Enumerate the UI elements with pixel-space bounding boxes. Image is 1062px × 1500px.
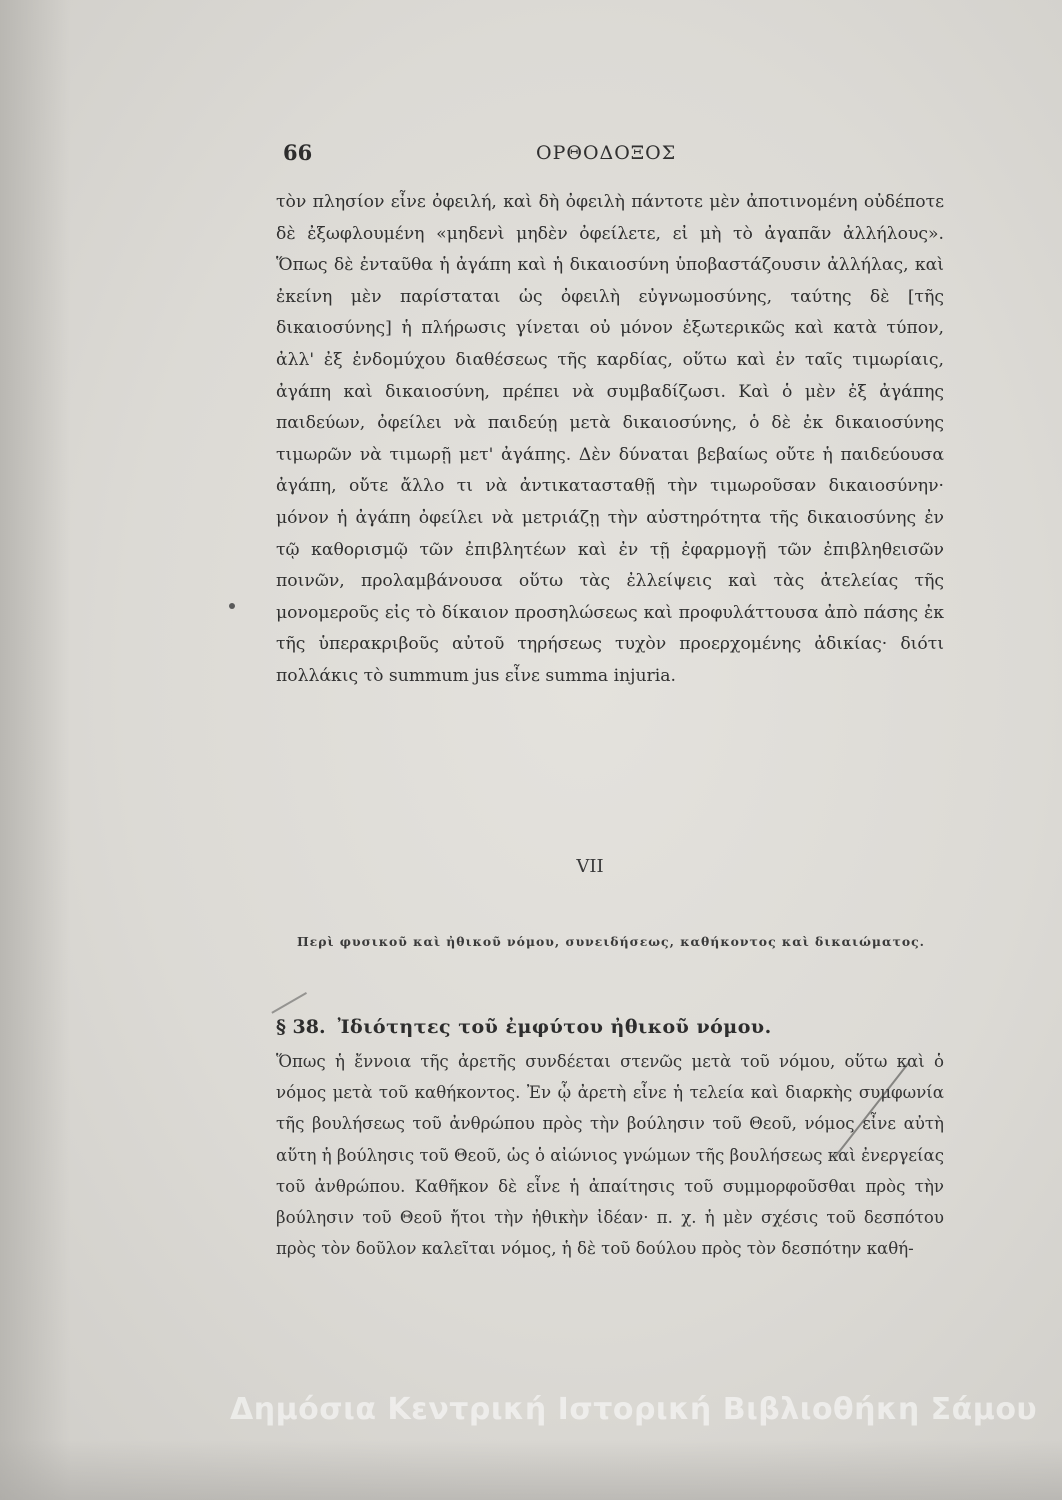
chapter-heading: Περὶ φυσικοῦ καὶ ἠθικοῦ νόμου, συνειδήσεως, καθήκοντος καὶ δικαιώματος. bbox=[296, 934, 925, 949]
page-number: 66 bbox=[283, 140, 313, 165]
section-number: VII bbox=[576, 856, 604, 877]
body-paragraph: τὸν πλησίον εἶνε ὀφειλή, καὶ δὴ ὀφειλὴ πάντοτε μὲν ἀποτινομένη οὐδέποτε δὲ ἐξωφλουμένη «μηδενὶ μηδὲν ὀφείλετε, εἰ μὴ τὸ ἀγαπᾶν ἀλλήλους». Ὅπως δὲ ἐνταῦθα ἡ ἀγάπη καὶ ἡ δικαιοσύνη ὑποβαστάζουσιν ἀλλήλας, καὶ ἐκείνη μὲν παρίσταται ὡς ὀφειλὴ εὐγνωμοσύνης, ταύτης δὲ [τῆς δικαιοσύνης] ἡ πλήρωσις γίνεται οὐ μόνον ἐξωτερικῶς καὶ κατὰ τύπον, ἀλλ' ἐξ ἐνδομύχου διαθέσεως τῆς καρδίας, οὕτω καὶ ἐν ταῖς τιμωρίαις, ἀγάπη καὶ δικαιοσύνη, πρέπει νὰ συμβαδίζωσι. Καὶ ὁ μὲν ἐξ ἀγάπης παιδεύων, ὀφείλει νὰ παιδεύῃ μετὰ δικαιοσύνης, ὁ δὲ ἐκ δικαιοσύνης τιμωρῶν νὰ τιμωρῇ μετ' ἀγάπης. Δὲν δύναται βεβαίως οὔτε ἡ παιδεύουσα ἀγάπη, οὔτε ἄλλο τι νὰ ἀντικατασταθῇ τὴν τιμωροῦσαν δικαιοσύνην· μόνον ἡ ἀγάπη ὀφείλει νὰ μετριάζῃ τὴν αὐστηρότητα τῆς δικαιοσύνης ἐν τῷ καθορισμῷ τῶν ἐπιβλητέων καὶ ἐν τῇ ἐφαρμογῇ τῶν ἐπιβληθεισῶν ποινῶν, προλαμβάνουσα οὕτω τὰς ἐλλείψεις καὶ τὰς ἀτελείας τῆς μονομεροῦς εἰς τὸ δίκαιον προσηλώσεως καὶ προφυλάττουσα ἀπὸ πάσης ἐκ τῆς ὑπερακριβοῦς αὐτοῦ τηρήσεως τυχὸν προερχομένης ἀδικίας· διότι πολλάκις τὸ summum jus εἶνε summa injuria. bbox=[276, 192, 944, 686]
paragraph-section-number: § 38. bbox=[276, 1016, 326, 1038]
margin-ink-dot bbox=[229, 603, 235, 609]
paragraph-heading bbox=[276, 1012, 946, 1042]
paragraph-title: Ἰδιότητες τοῦ ἐμφύτου ἠθικοῦ νόμου. bbox=[337, 1016, 772, 1038]
pencil-mark bbox=[271, 992, 307, 1014]
section-body-paragraph: Ὅπως ἡ ἔννοια τῆς ἀρετῆς συνδέεται στενῶς μετὰ τοῦ νόμου, οὕτω καὶ ὁ νόμος μετὰ τοῦ καθήκοντος. Ἐν ᾧ ἀρετὴ εἶνε ἡ τελεία καὶ διαρκὴς συμφωνία τῆς βουλήσεως τοῦ ἀνθρώπου πρὸς τὴν βούλησιν τοῦ Θεοῦ, νόμος εἶνε αὐτὴ αὕτη ἡ βούλησις τοῦ Θεοῦ, ὡς ὁ αἰώνιος γνώμων τῆς βουλήσεως καὶ ἐνεργείας τοῦ ἀνθρώπου. Καθῆκον δὲ εἶνε ἡ ἀπαίτησις τοῦ συμμορφοῦσθαι πρὸς τὴν βούλησιν τοῦ Θεοῦ ἤτοι τὴν ἠθικὴν ἰδέαν· π. χ. ἡ μὲν σχέσις τοῦ δεσπότου πρὸς τὸν δοῦλον καλεῖται νόμος, ἡ δὲ τοῦ δούλου πρὸς τὸν δεσπότην καθή- bbox=[276, 1052, 944, 1259]
page-header bbox=[283, 140, 943, 174]
gutter-shadow bbox=[0, 0, 70, 1500]
bottom-edge-shadow bbox=[0, 1440, 1062, 1500]
running-title: ΟΡΘΟΔΟΞΟΣ bbox=[536, 142, 677, 164]
library-watermark: Δημόσια Κεντρική Ιστορική Βιβλιοθήκη Σάμου bbox=[230, 1392, 1038, 1427]
